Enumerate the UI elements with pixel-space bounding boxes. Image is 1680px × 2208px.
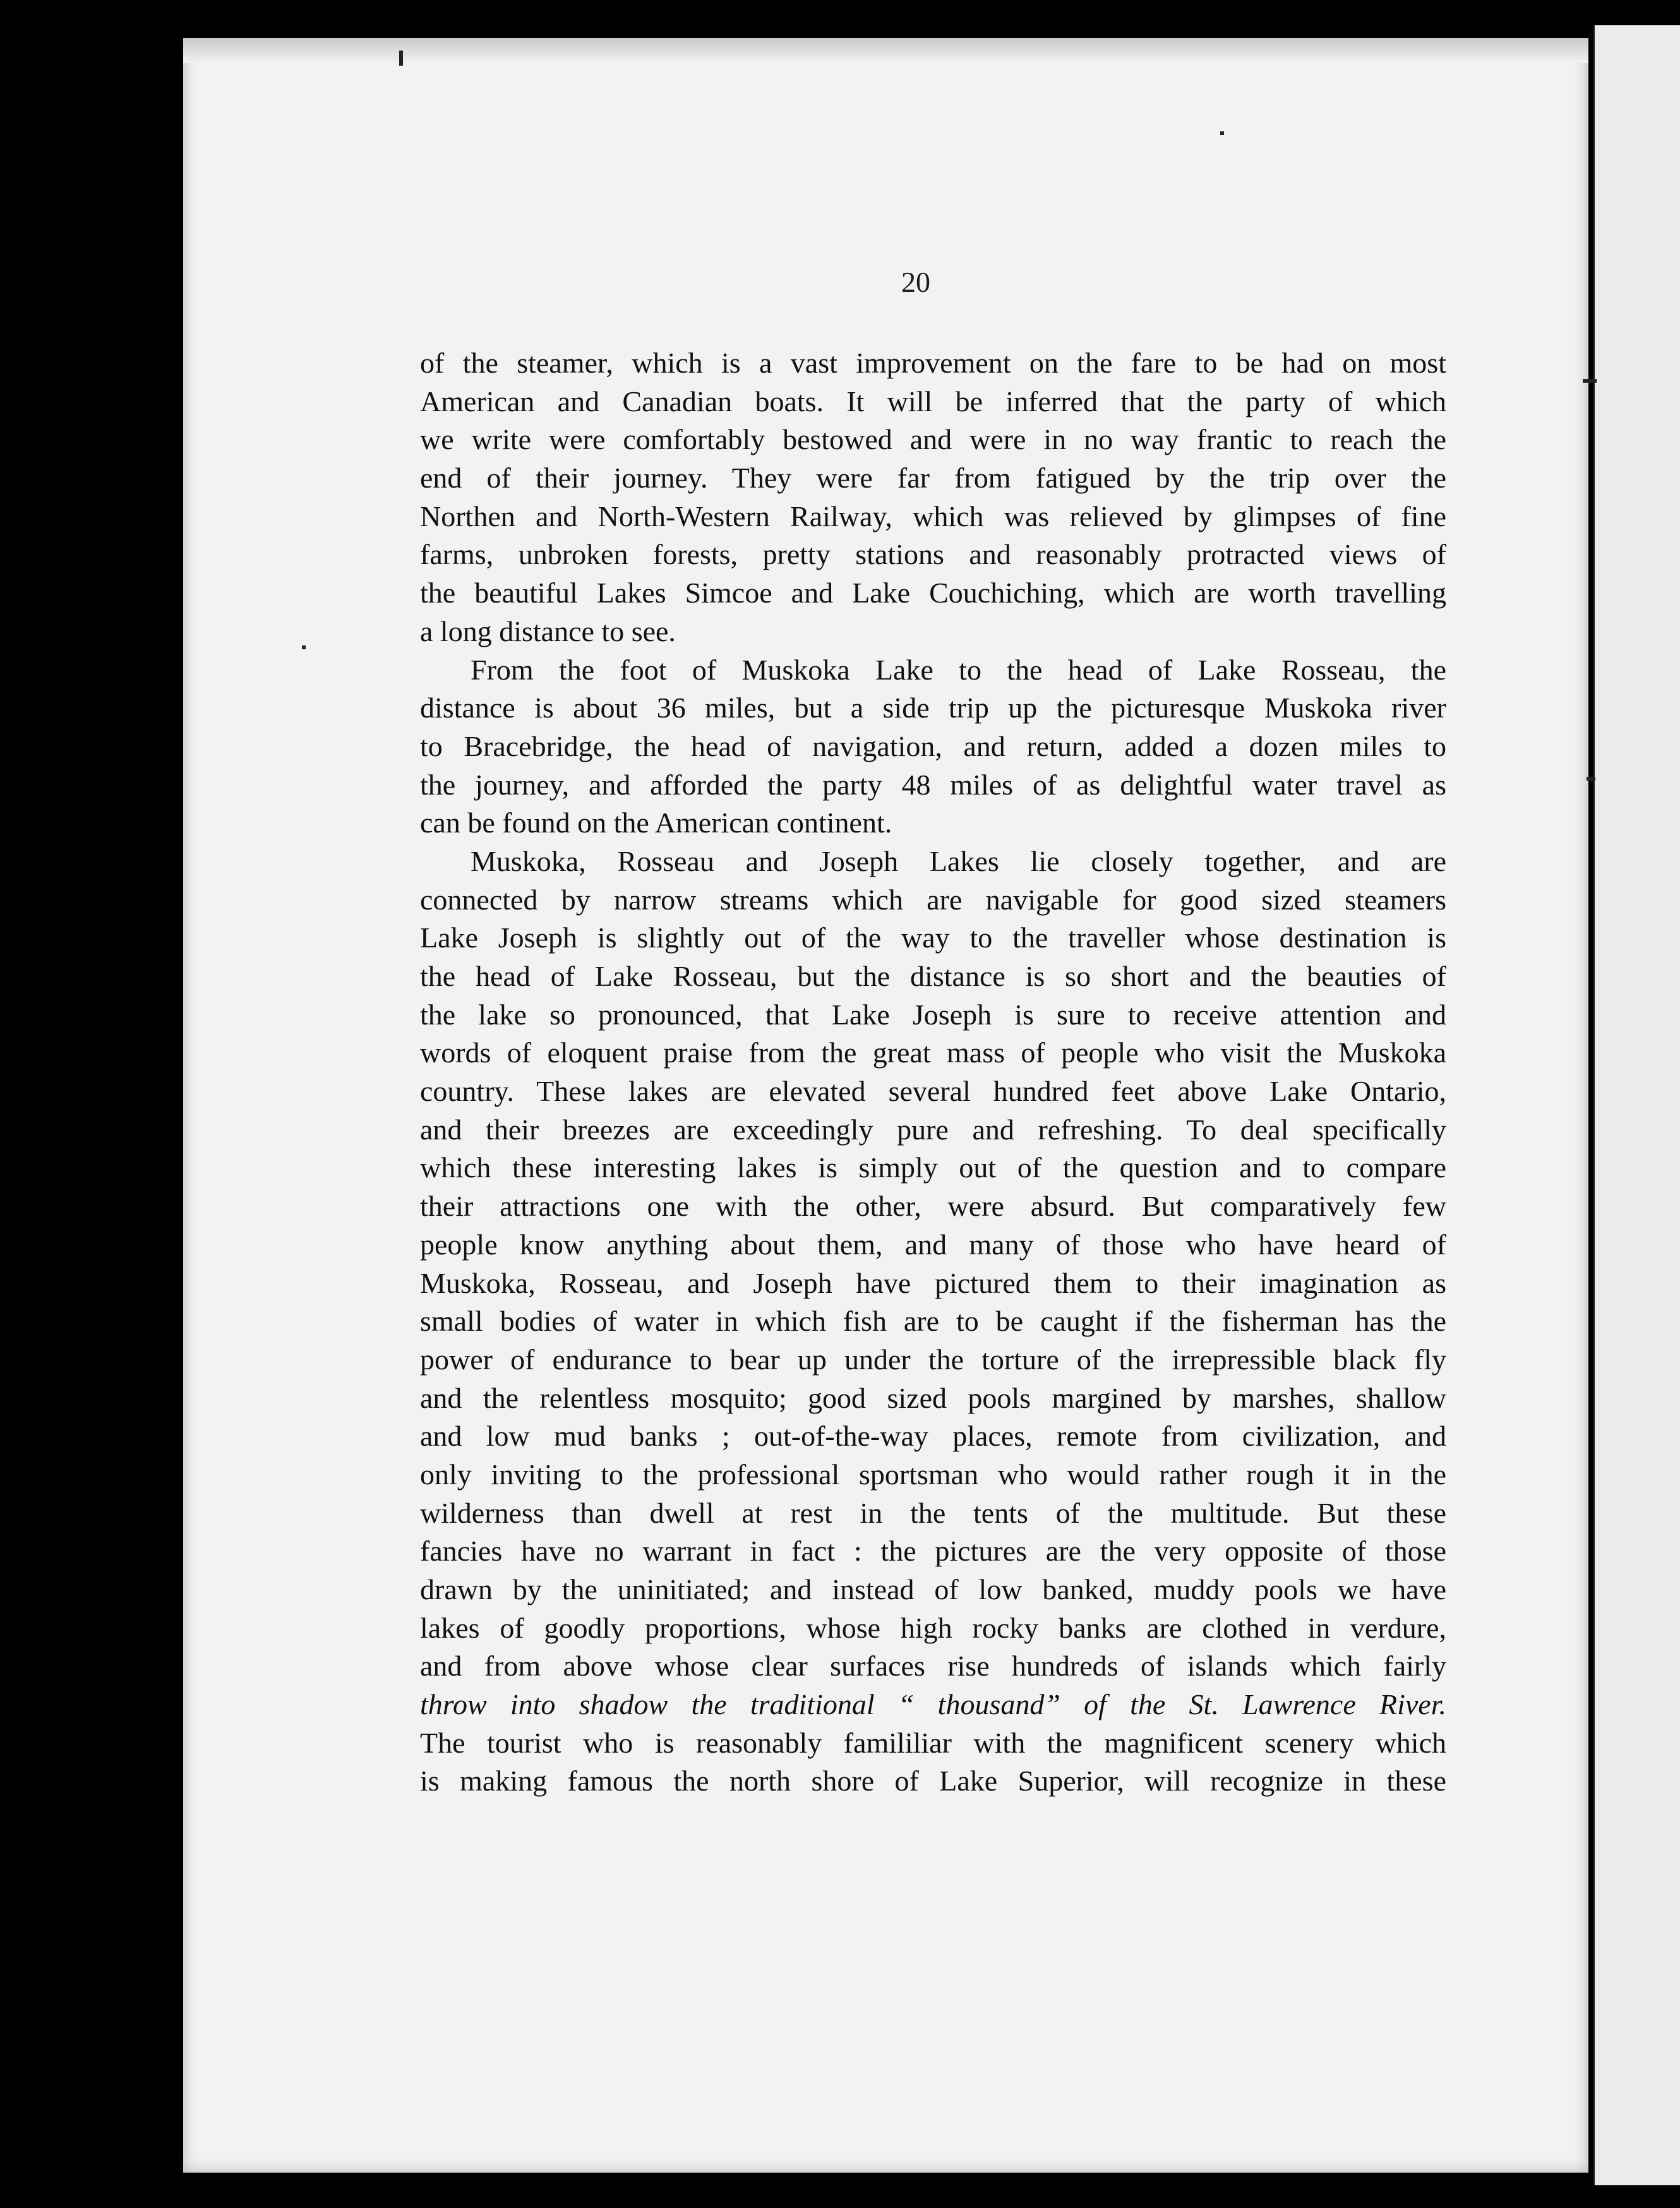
text-line: we write were comfortably bestowed and were in no way frantic to reach the — [420, 423, 1446, 456]
text-line-italic: throw into shadow the traditional “ thousand” of the St. Lawrence River. — [420, 1688, 1446, 1721]
text-line: fancies have no warrant in fact : the pictures are the very opposite of those — [420, 1535, 1446, 1568]
margin-tick-mark — [1583, 379, 1597, 383]
text-line: Muskoka, Rosseau, and Joseph have pictured them to their imagination as — [420, 1266, 1446, 1299]
text-line: distance is about 36 miles, but a side trip up the picturesque Muskoka river — [420, 692, 1446, 724]
text-line: country. These lakes are elevated several hundred feet above Lake Ontario, — [420, 1075, 1446, 1108]
text-line: people know anything about them, and many of those who have heard of — [420, 1228, 1446, 1261]
text-line: From the foot of Muskoka Lake to the head of Lake Rosseau, the — [471, 653, 1446, 686]
text-line: only inviting to the professional sportsman who would rather rough it in the — [420, 1458, 1446, 1491]
text-line: American and Canadian boats. It will be inferred that the party of which — [420, 385, 1446, 417]
margin-tick-mark — [1587, 777, 1595, 781]
text-line: the head of Lake Rosseau, but the distance is so short and the beauties of — [420, 960, 1446, 992]
text-line: farms, unbroken forests, pretty stations and reasonably protracted views of — [420, 538, 1446, 571]
text-line: the lake so pronounced, that Lake Joseph is sure to receive attention and — [420, 998, 1446, 1031]
text-line: the journey, and afforded the party 48 miles of as delightful water travel as — [420, 768, 1446, 801]
text-line: of the steamer, which is a vast improvement on the fare to be had on most — [420, 347, 1446, 379]
text-line: drawn by the uninitiated; and instead of low banked, muddy pools we have — [420, 1573, 1446, 1605]
adjacent-page-strip — [1595, 25, 1680, 2185]
text-line: and the relentless mosquito; good sized pools margined by marshes, shallow — [420, 1381, 1446, 1414]
text-line: a long distance to see. — [420, 615, 676, 647]
text-line: power of endurance to bear up under the torture of the irrepressible black fly — [420, 1343, 1446, 1376]
text-line: and from above whose clear surfaces rise hundreds of islands which fairly — [420, 1650, 1446, 1683]
text-line: Northen and North-Western Railway, which was relieved by glimpses of fine — [420, 500, 1446, 532]
body-text — [420, 344, 1446, 1801]
text-line: is making famous the north shore of Lake Superior, will recognize in these — [420, 1765, 1446, 1797]
page-number: 20 — [901, 266, 930, 298]
text-line: connected by narrow streams which are navigable for good sized steamers — [420, 883, 1446, 916]
text-line: can be found on the American continent. — [420, 807, 892, 839]
text-line: wilderness than dwell at rest in the tents of the multitude. But these — [420, 1496, 1446, 1529]
text-line: to Bracebridge, the head of navigation, and return, added a dozen miles to — [420, 729, 1446, 762]
text-line: and low mud banks ; out-of-the-way places, remote from civilization, and — [420, 1420, 1446, 1453]
page-top-edge-shadow — [183, 38, 1588, 63]
text-line: the beautiful Lakes Simcoe and Lake Couchiching, which are worth travelling — [420, 577, 1446, 609]
scan-speck — [302, 645, 306, 649]
text-line: lakes of goodly proportions, whose high rocky banks are clothed in verdure, — [420, 1611, 1446, 1644]
text-line: The tourist who is reasonably famililiar with the magnificent scenery which — [420, 1726, 1446, 1759]
scan-speck — [399, 51, 403, 66]
text-line: which these interesting lakes is simply out of the question and to compare — [420, 1151, 1446, 1184]
text-line: and their breezes are exceedingly pure and refreshing. To deal specifically — [420, 1113, 1446, 1146]
text-line: Muskoka, Rosseau and Joseph Lakes lie closely together, and are — [471, 844, 1446, 877]
text-line: their attractions one with the other, were absurd. But comparatively few — [420, 1190, 1446, 1223]
text-line: end of their journey. They were far from fatigued by the trip over the — [420, 462, 1446, 495]
text-line: words of eloquent praise from the great mass of people who visit the Muskoka — [420, 1036, 1446, 1069]
text-line: small bodies of water in which fish are to be caught if the fisherman has the — [420, 1305, 1446, 1338]
text-line: Lake Joseph is slightly out of the way to the traveller whose destination is — [420, 921, 1446, 954]
scan-speck — [1220, 131, 1224, 135]
